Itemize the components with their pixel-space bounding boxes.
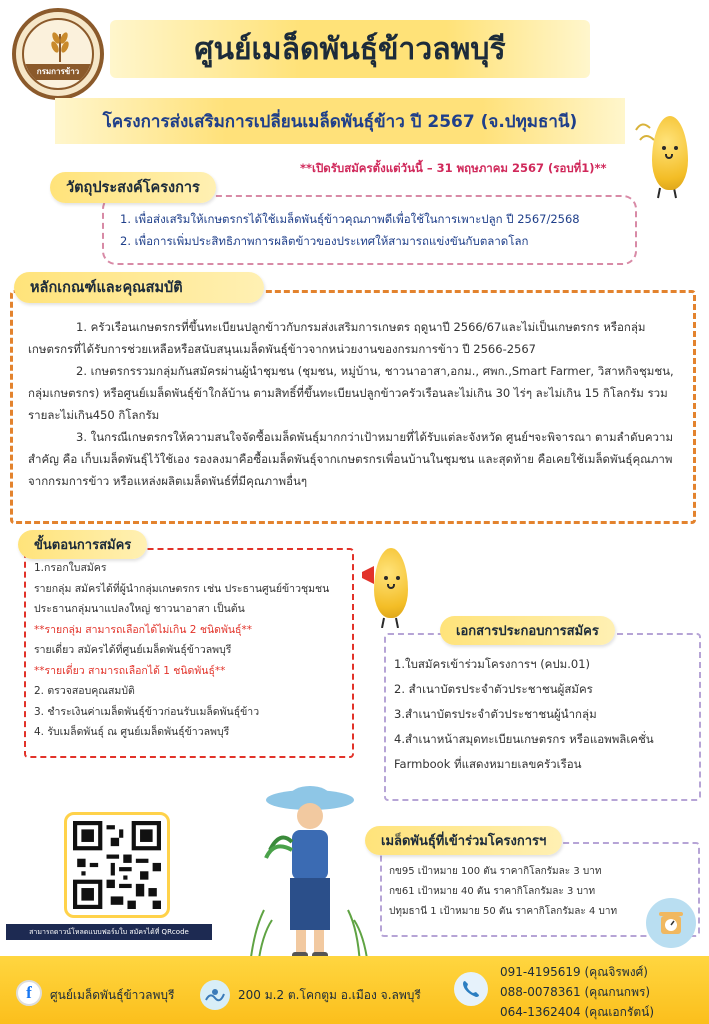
scale-icon	[646, 898, 696, 948]
rice-department-logo	[12, 8, 104, 100]
phone-number[interactable]: 064-1362404 (คุณเอกรัตน์)	[500, 1005, 655, 1019]
facebook-icon[interactable]: f	[16, 980, 42, 1006]
title-banner	[110, 20, 590, 78]
step-line: 2. ตรวจสอบคุณสมบัติ	[34, 685, 135, 697]
step-line: 1.กรอกใบสมัคร	[34, 562, 107, 574]
step-line: รายเดี่ยว สมัครได้ที่ศูนย์เมล็ดพันธุ์ข้าวลพบุรี	[34, 644, 232, 656]
documents-heading: เอกสารประกอบการสมัคร	[440, 616, 615, 645]
criteria-item: 2. เกษตรกรรวมกลุ่มกันสมัครผ่านผู้นำชุมชน (ชุมชน, หมู่บ้าน, ชาวนาอาสา,อกม., ศพก.,Smart Farmer, วิสาหกิจชุมชน, กลุ่มเกษตรกร) หรือศูนย์เมล็ดพันธุ์ข้าใกล้บ้าน ตามสิทธิ์ที่ขึ้นทะเบียนปลูกข้าวครัวเรือนละไม่เกิน 30 ไร่ๆ ละไม่เกิน 15 กิโลกรัม รวมรายละไม่เกิน450 กิโลกรัม	[28, 364, 674, 422]
subtitle-banner	[55, 98, 625, 144]
seed-varieties-heading: เมล็ดพันธุ์ที่เข้าร่วมโครงการฯ	[365, 826, 562, 855]
document-item: 3.สำเนาบัตรประจำตัวประชาชนผู้นำกลุ่ม	[394, 707, 597, 721]
objective-item: 1. เพื่อส่งเสริมให้เกษตรกรได้ใช้เมล็ดพันธุ์ข้าวคุณภาพดีเพื่อใช้ในการเพาะปลูก ปี 2567/2568	[120, 212, 580, 226]
phone-number[interactable]: 088-0078361 (คุณกนกพร)	[500, 985, 651, 999]
phone-icon	[454, 972, 488, 1006]
document-item: 1.ใบสมัครเข้าร่วมโครงการฯ (คปม.01)	[394, 657, 591, 671]
page-subtitle: โครงการส่งเสริมการเปลี่ยนเมล็ดพันธุ์ข้าว ปี 2567 (จ.ปทุมธานี)	[102, 111, 578, 132]
steps-list	[34, 558, 354, 743]
weighing-scale-icon	[656, 908, 686, 938]
map-pin-icon	[200, 980, 230, 1010]
qr-code-icon	[73, 821, 161, 909]
page-title: ศูนย์เมล็ดพันธุ์ข้าวลพบุรี	[194, 31, 506, 67]
step-line: 3. ชำระเงินค่าเมล็ดพันธุ์ข้าวก่อนรับเมล็ดพันธุ์ข้าว	[34, 705, 260, 718]
logo-band-text: กรมการข้าว	[24, 64, 92, 80]
rice-mascot-icon	[630, 110, 700, 200]
phone-number[interactable]: 091-4195619 (คุณจิรพงศ์)	[500, 965, 648, 979]
criteria-heading: หลักเกณฑ์และคุณสมบัติ	[14, 272, 264, 303]
criteria-list	[28, 316, 686, 492]
logo-emblem	[22, 18, 94, 90]
qr-download-note: สามารถดาวน์โหลดแบบฟอร์มใบ สมัครได้ที่ QRcode	[6, 924, 212, 940]
step-line-highlight: **รายกลุ่ม สามารถเลือกได้ไม่เกิน 2 ชนิดพันธุ์**	[34, 623, 252, 636]
criteria-item: 1. ครัวเรือนเกษตรกรที่ขึ้นทะเบียนปลูกข้าวกับกรมส่งเสริมการเกษตร ฤดูนาปี 2566/67และไม่เป็นเกษตรกร หรือกลุ่มเกษตรกรที่ได้รับการช่วยเหลือหรือสนับสนุนเมล็ดพันธุ์ข้าวจากหน่วยงานของกรมการข้าว ปี 2566-2567	[28, 320, 646, 356]
document-item: 4.สำเนาหน้าสมุดทะเบียนเกษตรกร หรือแอพพลิเคชั่น	[394, 732, 654, 746]
step-line-highlight: **รายเดี่ยว สามารถเลือกได้ 1 ชนิดพันธุ์**	[34, 664, 226, 677]
wheat-icon	[42, 28, 78, 64]
farmer-woman-illustration	[240, 780, 380, 965]
seed-varieties-list	[389, 862, 617, 922]
step-line: 4. รับเมล็ดพันธุ์ ณ ศูนย์เมล็ดพันธุ์ข้าวลพบุรี	[34, 726, 230, 738]
step-line: รายกลุ่ม สมัครได้ที่ผู้นำกลุ่มเกษตรกร เช่น ประธานศูนย์ข้าวชุมชน	[34, 582, 330, 595]
document-item: Farmbook ที่แสดงหมายเลขครัวเรือน	[394, 757, 582, 771]
address-text: 200 ม.2 ต.โคกตูม อ.เมือง จ.ลพบุรี	[238, 988, 421, 1002]
criteria-item: 3. ในกรณีเกษตรกรให้ความสนใจจัดซื้อเมล็ดพันธุ์มากกว่าเป้าหมายที่ได้รับแต่ละจังหวัด ศูนย์ฯจะพิจารณา ตามลำดับความสำคัญ คือ เก็บเมล็ดพันธุ์ไว้ใช้เอง รองลงมาคือซื้อเมล็ดพันธุ์จากเกษตรกรเพื่อนบ้านในชุมชน และสุดท้าย คือเคยใช้เมล็ดพันธุ์คุณภาพจากกรมการข้าว หรือแหล่งผลิตเมล็ดพันธ์ที่มีคุณภาพอื่นๆ	[28, 430, 674, 488]
document-item: 2. สำเนาบัตรประจำตัวประชาชนผู้สมัคร	[394, 682, 593, 696]
objectives-list	[120, 208, 580, 252]
rice-megaphone-mascot-icon	[360, 548, 420, 628]
objective-item: 2. เพื่อการเพิ่มประสิทธิภาพการผลิตข้าวของประเทศให้สามารถแข่งขันกับตลาดโลก	[120, 234, 529, 248]
qr-code[interactable]	[64, 812, 170, 918]
facebook-page-name[interactable]: ศูนย์เมล็ดพันธุ์ข้าวลพบุรี	[50, 988, 175, 1002]
seed-item: กข61 เป้าหมาย 40 ตัน ราคากิโลกรัมละ 3 บาท	[389, 886, 596, 897]
objectives-heading: วัตถุประสงค์โครงการ	[50, 172, 216, 203]
documents-list	[394, 652, 698, 777]
step-line: ประธานกลุ่มนาแปลงใหญ่ ชาวนาอาสา เป็นต้น	[34, 603, 245, 615]
open-registration-note: **เปิดรับสมัครตั้งแต่วันนี้ – 31 พฤษภาคม 2567 (รอบที่1)**	[300, 161, 607, 175]
steps-heading: ขั้นตอนการสมัคร	[18, 530, 147, 559]
seed-item: ปทุมธานี 1 เป้าหมาย 50 ตัน ราคากิโลกรัมละ 4 บาท	[389, 906, 618, 917]
phone-list	[500, 962, 654, 1022]
seed-item: กข95 เป้าหมาย 100 ตัน ราคากิโลกรัมละ 3 บาท	[389, 866, 602, 877]
